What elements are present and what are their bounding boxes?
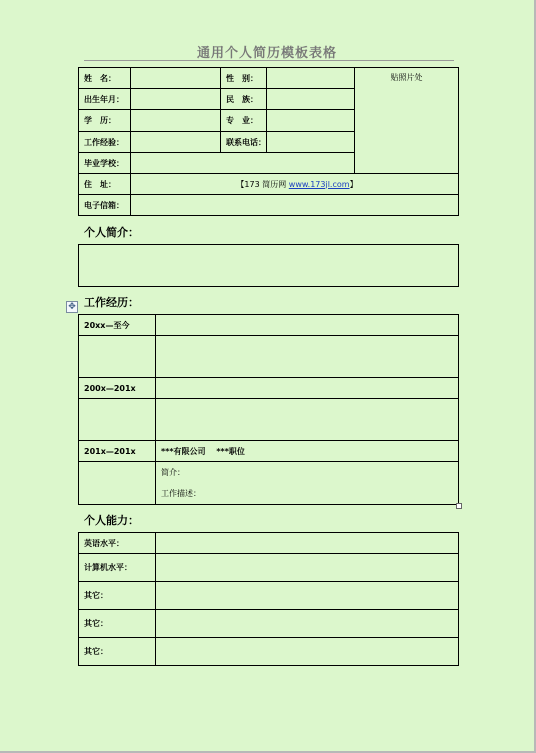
address-field[interactable] [131,174,459,195]
address-suffix: 】 [349,179,358,189]
skills-table [78,532,459,666]
basic-info-table [78,67,459,216]
skill-label: 计算机水平： [79,554,156,582]
work-heading: 工作经历： [84,296,139,309]
address-prefix: 【173 简历网 [236,179,289,189]
title-underline [84,60,454,61]
document-title: 通用个人简历模板表格 [196,46,337,61]
address-label: 住 址： [79,174,131,195]
work-desc-label: 工作描述： [161,489,201,498]
birth-label: 出生年月： [79,89,131,110]
skill-label: 其它： [79,638,156,666]
work-detail-cell[interactable] [156,462,459,505]
phone-field[interactable] [267,132,355,153]
work-company-field[interactable] [156,315,459,336]
school-field[interactable] [131,153,355,174]
work-intro-label: 简介： [161,468,185,477]
work-company-field[interactable] [156,378,459,399]
major-label: 专 业： [221,110,267,132]
email-field[interactable] [131,195,459,216]
intro-field[interactable] [79,245,459,287]
major-field[interactable] [267,110,355,132]
education-field[interactable] [131,110,221,132]
work-description-field[interactable] [156,336,459,378]
intro-table [78,244,459,287]
phone-label: 联系电话： [221,132,267,153]
work-period: 20xx—至今 [79,315,156,336]
work-period: 200x—201x [79,378,156,399]
skill-field[interactable] [156,554,459,582]
skills-heading: 个人能力： [84,514,139,527]
education-label: 学 历： [79,110,131,132]
work-blank-cell [79,399,156,441]
birth-field[interactable] [131,89,221,110]
experience-label: 工作经验： [79,132,131,153]
work-blank-cell [79,336,156,378]
name-field[interactable] [131,68,221,89]
gender-label: 性 别： [221,68,267,89]
skill-label: 其它： [79,610,156,638]
intro-heading: 个人简介： [84,226,139,239]
work-period: 201x—201x [79,441,156,462]
website-link[interactable]: www.173jl.com [288,179,350,189]
skill-field[interactable] [156,638,459,666]
work-company-position[interactable]: ***有限公司 ***职位 [156,441,459,462]
gender-field[interactable] [267,68,355,89]
skill-label: 其它： [79,582,156,610]
email-label: 电子信箱： [79,195,131,216]
work-description-field[interactable] [156,399,459,441]
skill-field[interactable] [156,533,459,554]
work-blank-cell [79,462,156,505]
ethnicity-label: 民 族： [221,89,267,110]
skill-label: 英语水平： [79,533,156,554]
photo-area[interactable]: 贴照片处 [355,68,459,174]
work-table [78,314,459,505]
ethnicity-field[interactable] [267,89,355,110]
name-label: 姓 名： [79,68,131,89]
table-move-handle-icon[interactable]: ✥ [66,301,78,313]
table-resize-handle[interactable] [456,503,462,509]
skill-field[interactable] [156,610,459,638]
experience-field[interactable] [131,132,221,153]
school-label: 毕业学校： [79,153,131,174]
skill-field[interactable] [156,582,459,610]
